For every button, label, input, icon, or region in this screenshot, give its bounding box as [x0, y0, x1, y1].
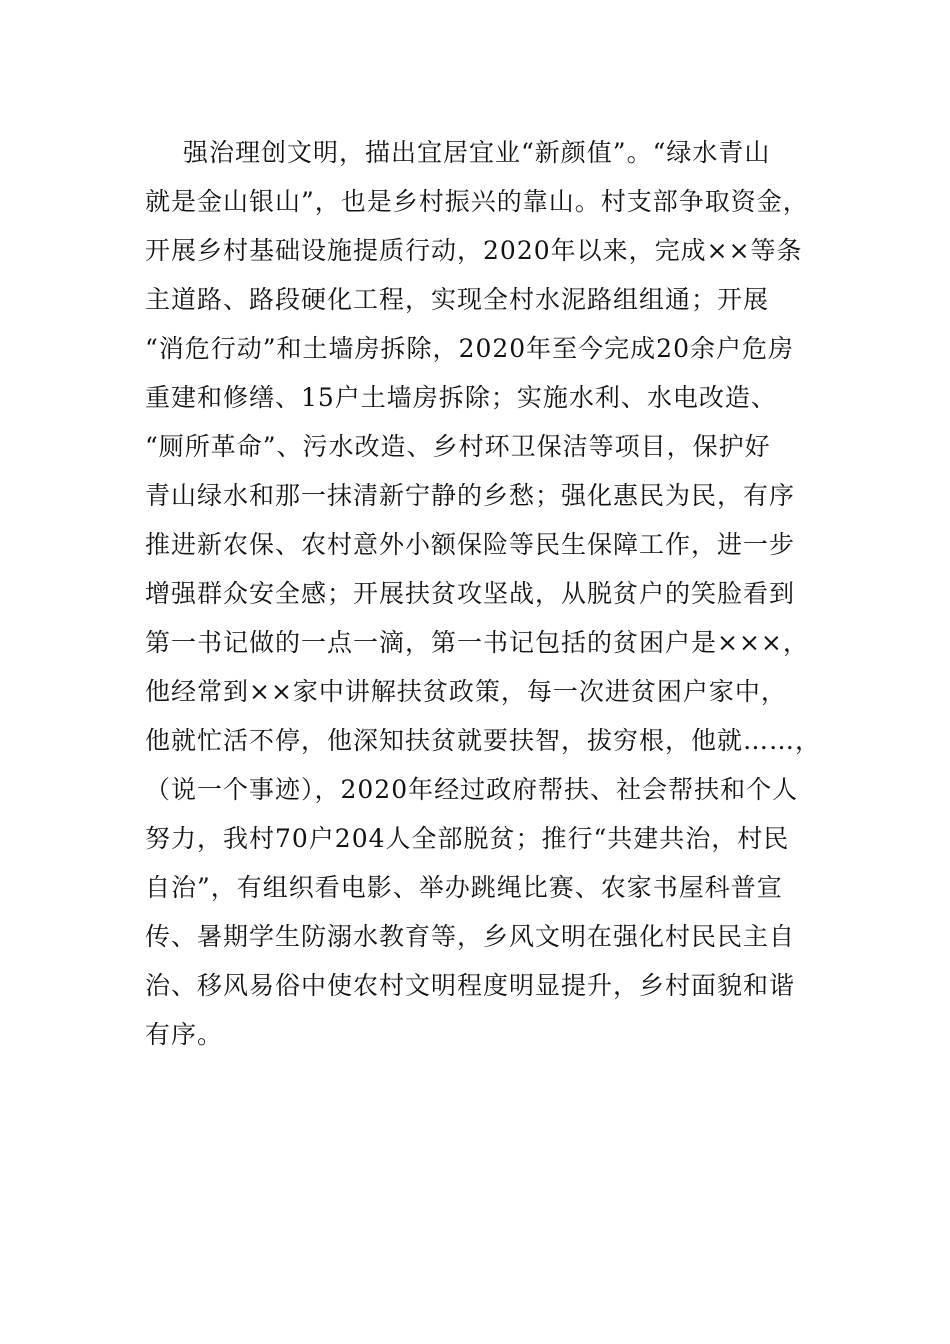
paragraph-line: 主道路、路段硬化工程，实现全村水泥路组组通；开展: [145, 285, 770, 314]
paragraph-line: 增强群众安全感；开展扶贫攻坚战，从脱贫户的笑脸看到: [145, 579, 796, 608]
paragraph-line: 就是金山银山”，也是乡村振兴的靠山。村支部争取资金，: [145, 187, 809, 216]
paragraph-line: 推进新农保、农村意外小额保险等民生保障工作，进一步: [145, 530, 796, 559]
paragraph-line: 他经常到××家中讲解扶贫政策，每一次进贫困户家中，: [145, 677, 787, 706]
paragraph-line: 他就忙活不停，他深知扶贫就要扶智，拔穷根，他就……，: [145, 726, 822, 755]
paragraph-line: 第一书记做的一点一滴，第一书记包括的贫困户是×××，: [145, 628, 809, 657]
paragraph-line: （说一个事迹），2020年经过政府帮扶、社会帮扶和个人: [145, 775, 799, 804]
paragraph-line: 开展乡村基础设施提质行动，2020年以来，完成××等条: [145, 236, 803, 265]
paragraph-line: 传、暑期学生防溺水教育等，乡风文明在强化村民民主自: [145, 922, 796, 951]
paragraph-line: 重建和修缮、15户土墙房拆除；实施水利、水电改造、: [145, 383, 777, 412]
paragraph-line: 强治理创文明，描出宜居宜业“新颜值”。“绿水青山: [183, 138, 771, 167]
paragraph-line: “厕所革命”、污水改造、乡村环卫保洁等项目，保护好: [145, 432, 771, 461]
paragraph-line: 治、移风易俗中使农村文明程度明显提升，乡村面貌和谐: [145, 971, 796, 1000]
paragraph-line: 有序。: [145, 1020, 224, 1049]
paragraph-line: 自治”，有组织看电影、举办跳绳比赛、农家书屋科普宣: [145, 873, 783, 902]
paragraph-line: 努力，我村70户204人全部脱贫；推行“共建共治，村民: [145, 824, 790, 853]
paragraph-line: 青山绿水和那一抹清新宁静的乡愁；强化惠民为民，有序: [145, 481, 796, 510]
paragraph-line: “消危行动”和土墙房拆除，2020年至今完成20余户危房: [145, 334, 794, 363]
